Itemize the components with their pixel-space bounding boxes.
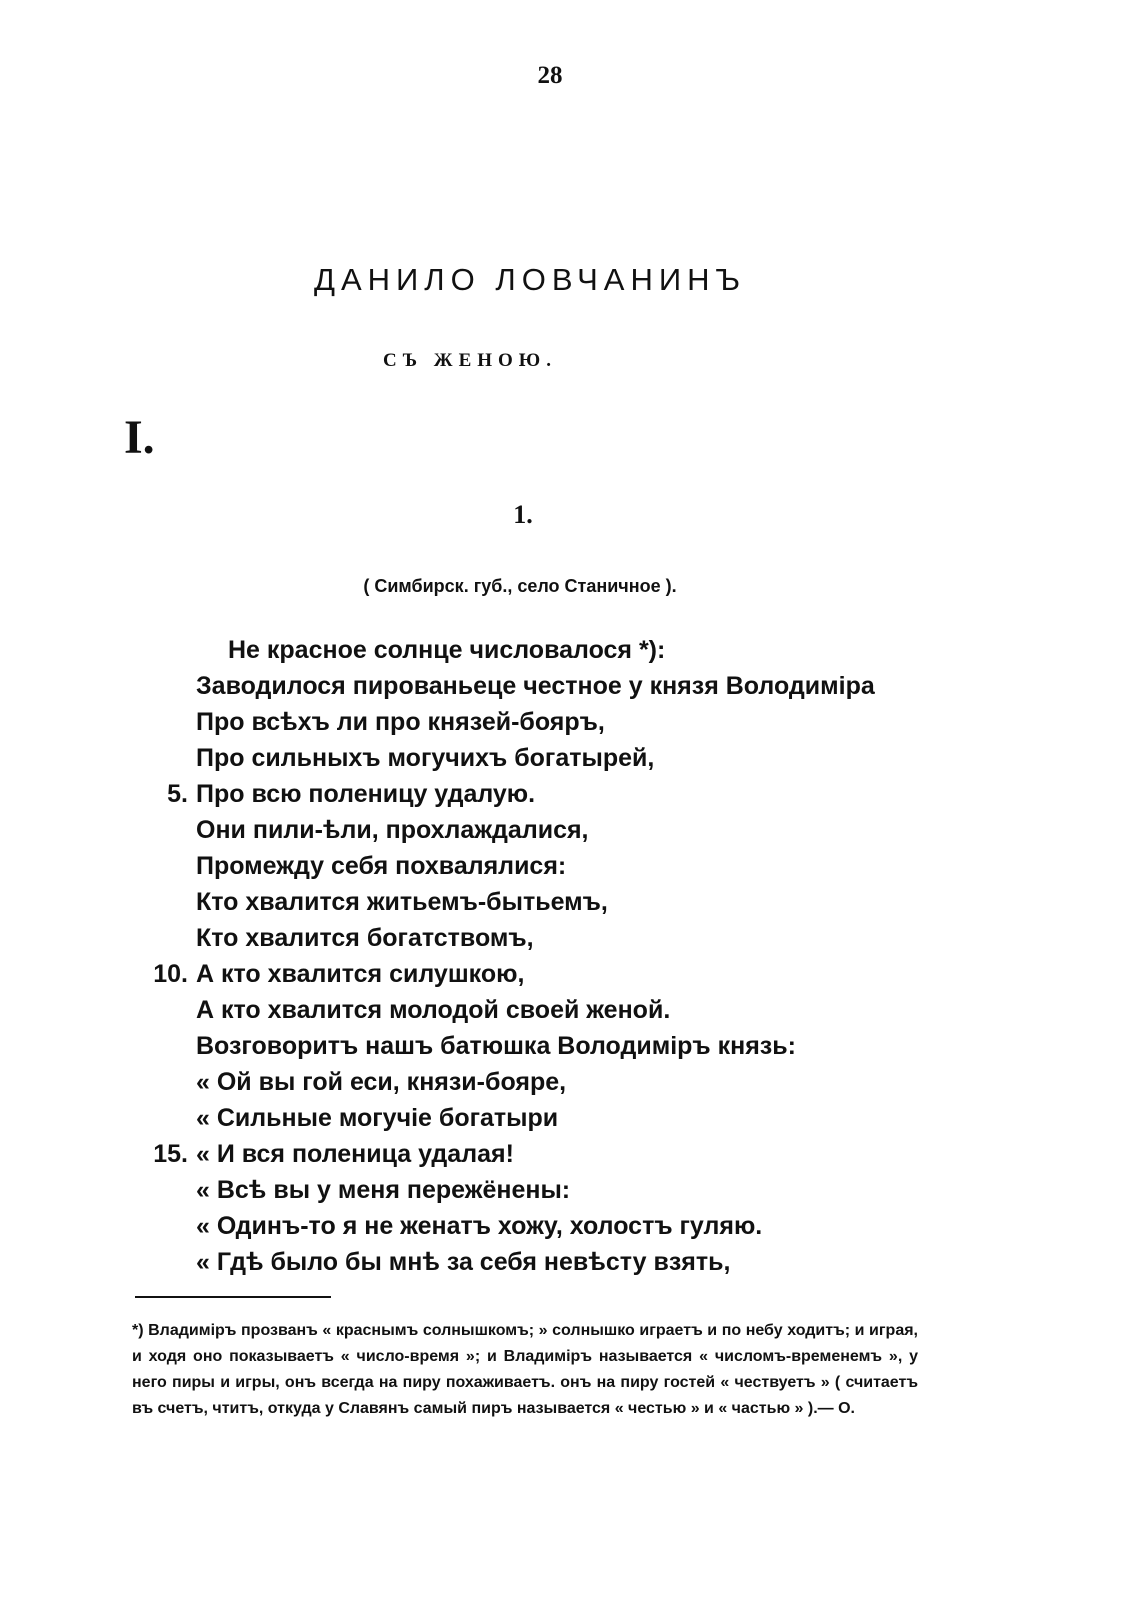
line-number: 10. [153,960,188,988]
line-text: Заводилося пированьеце честное у князя Володиміра [196,672,875,700]
line-text: Про всѣхъ ли про князей-бояръ, [196,708,605,736]
line-text: Про всю поленицу удалую. [196,780,536,808]
verse-line [140,776,960,812]
line-text: А кто хвалится силушкою, [196,960,525,988]
line-text: « Всѣ вы у меня пережёнены: [196,1176,571,1204]
line-text: « Одинъ-то я не женатъ хожу, холостъ гуляю. [196,1212,763,1240]
verse-line [140,632,960,668]
line-text: Они пили-ѣли, прохлаждалися, [196,816,589,844]
line-number: 5. [167,780,188,808]
line-text: « Гдѣ было бы мнѣ за себя невѣсту взять, [196,1248,731,1276]
verse-line [140,1208,960,1244]
line-text: Кто хвалится богатствомъ, [196,924,534,952]
verse-line [140,848,960,884]
part-numeral: I. [124,411,155,464]
verse-line [140,704,960,740]
section-number: 1. [513,500,533,529]
line-text: Промежду себя похвалялися: [196,852,567,880]
line-text: « Ой вы гой еси, князи-бояре, [196,1068,567,1096]
verse-line [140,1064,960,1100]
verse-line [140,920,960,956]
page-number: 28 [537,62,563,89]
line-text: Возговоритъ нашъ батюшка Володиміръ князь: [196,1032,796,1060]
footnote-divider [135,1296,331,1298]
verse-line [140,1172,960,1208]
verse-line [140,992,960,1028]
line-text: « И вся поленица удалая! [196,1140,514,1168]
line-text: А кто хвалится молодой своей женой. [196,996,671,1024]
verse-line [140,740,960,776]
verse-line [140,1028,960,1064]
verse-line [140,956,960,992]
line-text: Кто хвалится житьемъ-бытьемъ, [196,888,608,916]
location-note: ( Симбирск. губ., село Станичное ). [363,576,677,596]
poem-body [140,632,960,1280]
line-text: « Сильные могучіе богатыри [196,1104,559,1132]
line-text: Не красное солнце числовалося *): [228,636,666,664]
poem-subtitle: СЪ ЖЕНОЮ. [383,350,557,371]
line-number: 15. [153,1140,188,1168]
verse-line [140,1244,960,1280]
poem-title: ДАНИЛО ЛОВЧАНИНЪ [313,262,747,297]
footnote: *) Владиміръ прозванъ « краснымъ солнышкомъ; » солнышко играетъ и по небу ходитъ; и играя, и ходя оно показываетъ « число-время »; и Владиміръ называется « числомъ-временемъ », у него пиры и игры, онъ всегда на пиру похаживаетъ. онъ на пиру гостей « чествуетъ » ( считаетъ въ счетъ, чтитъ, откуда у Славянъ самый пиръ называется « честью » и « частью » ).— О. [132,1322,918,1417]
line-text: Про сильныхъ могучихъ богатырей, [196,744,655,772]
verse-line [140,668,960,704]
verse-line [140,1100,960,1136]
verse-line [140,812,960,848]
verse-line [140,884,960,920]
verse-line [140,1136,960,1172]
